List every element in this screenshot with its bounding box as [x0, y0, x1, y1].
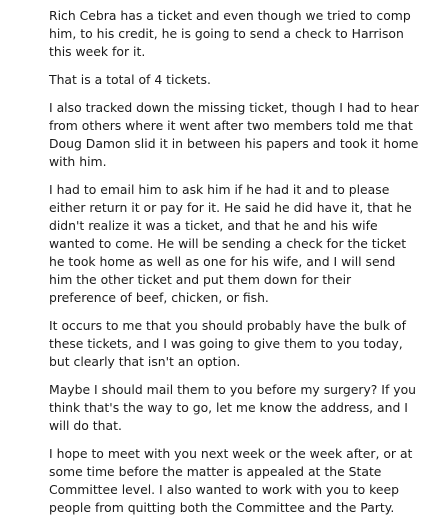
email-paragraph: I had to email him to ask him if he had it and to please either return it or pay for it. He said he did have it, that he didn't realize it was a ticket, and that he and his wife wanted to come. He will be sending a check for the ticket he took home as well as one for his wife, and I will send him the other ticket and put them down for their preference of beef, chicken, or fish.: [49, 182, 412, 305]
email-paragraph: That is a total of 4 tickets.: [49, 72, 211, 87]
email-body: [49, 7, 421, 527]
email-paragraph: Maybe I should mail them to you before my surgery? If you think that's the way to go, let me know the address, and I will do that.: [49, 382, 417, 433]
email-paragraph: Rich Cebra has a ticket and even though we tried to comp him, to his credit, he is going to send a check to Harrison this week for it.: [49, 8, 411, 59]
email-paragraph: I hope to meet with you next week or the week after, or at some time before the matter is appealed at the State Committee level. I also wanted to work with you to keep people from quitting both the Committee and the Party.: [49, 446, 413, 515]
email-paragraph: It occurs to me that you should probably have the bulk of these tickets, and I was going to give them to you today, but clearly that isn't an option.: [49, 318, 406, 369]
email-paragraph: I also tracked down the missing ticket, though I had to hear from others where it went after two members told me that Doug Damon slid it in between his papers and took it home with him.: [49, 100, 419, 169]
